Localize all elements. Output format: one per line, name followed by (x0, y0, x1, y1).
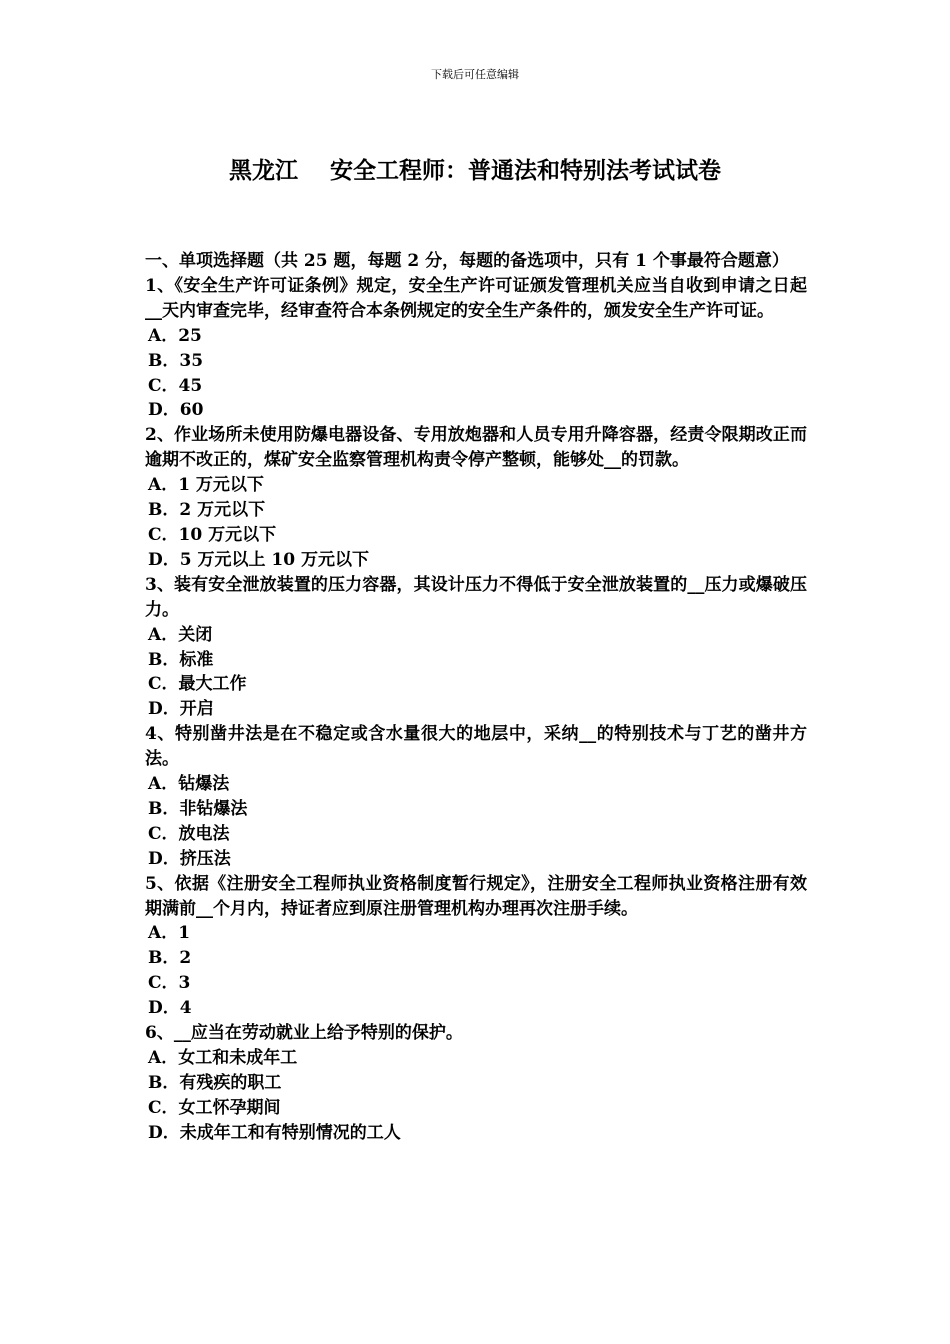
question-1 (145, 274, 807, 423)
section-heading: 一、单项选择题（共 25 题，每题 2 分，每题的备选项中，只有 1 个事最符合题意） (145, 251, 789, 271)
question-3 (145, 573, 807, 722)
option-c: C．放电法 (148, 823, 230, 844)
question-stem: 4、特别凿井法是在不稳定或含水量很大的地层中，采纳__的特别技术与丁艺的凿井方法。 (145, 724, 807, 770)
question-5 (145, 872, 807, 1021)
option-a: A．1 万元以下 (148, 475, 264, 496)
document-title: 黑龙江 安全工程师：普通法和特别法考试试卷 (228, 157, 722, 184)
question-2 (145, 423, 807, 572)
option-b: B．2 (148, 948, 192, 969)
option-c: C．最大工作 (148, 674, 247, 695)
question-stem: 2、作业场所未使用防爆电器设备、专用放炮器和人员专用升降容器，经责令限期改正而逾期不改正的，煤矿安全监察管理机构责令停产整顿，能够处__的罚款。 (145, 425, 807, 471)
question-stem: 6、__应当在劳动就业上给予特别的保护。 (145, 1023, 463, 1044)
option-d: D．开启 (148, 699, 214, 720)
question-stem: 5、依据《注册安全工程师执业资格制度暂行规定》，注册安全工程师执业资格注册有效期满前__个月内，持证者应到原注册管理机构办理再次注册手续。 (145, 873, 807, 919)
option-c: C．10 万元以下 (148, 524, 277, 545)
question-list (145, 249, 807, 1146)
option-a: A．钻爆法 (148, 774, 230, 795)
option-d: D．挤压法 (148, 848, 231, 869)
question-stem: 1、《安全生产许可证条例》规定，安全生产许可证颁发管理机关应当自收到申请之日起__天内审查完毕，经审查符合本条例规定的安全生产条件的，颁发安全生产许可证。 (145, 275, 807, 321)
option-a: A．25 (148, 325, 202, 346)
option-a: A．女工和未成年工 (148, 1048, 298, 1068)
option-d: D．未成年工和有特别情况的工人 (148, 1122, 401, 1143)
question-stem: 3、装有安全泄放装置的压力容器，其设计压力不得低于安全泄放装置的__压力或爆破压力。 (145, 574, 807, 620)
option-b: B．有残疾的职工 (148, 1072, 282, 1093)
page-header-note: 下载后可任意编辑 (431, 68, 519, 81)
option-d: D．60 (148, 400, 204, 421)
option-d: D．4 (148, 998, 192, 1019)
option-d: D．5 万元以上 10 万元以下 (148, 549, 369, 570)
option-c: C．45 (148, 375, 203, 396)
question-6 (145, 1021, 807, 1146)
question-4 (145, 722, 807, 871)
option-b: B．非钻爆法 (148, 798, 248, 819)
option-c: C．3 (148, 973, 191, 994)
option-b: B．2 万元以下 (148, 500, 266, 521)
option-a: A．1 (148, 923, 191, 944)
option-c: C．女工怀孕期间 (148, 1097, 281, 1118)
option-a: A．关闭 (148, 624, 213, 645)
option-b: B．35 (148, 350, 204, 371)
option-b: B．标准 (148, 649, 214, 670)
